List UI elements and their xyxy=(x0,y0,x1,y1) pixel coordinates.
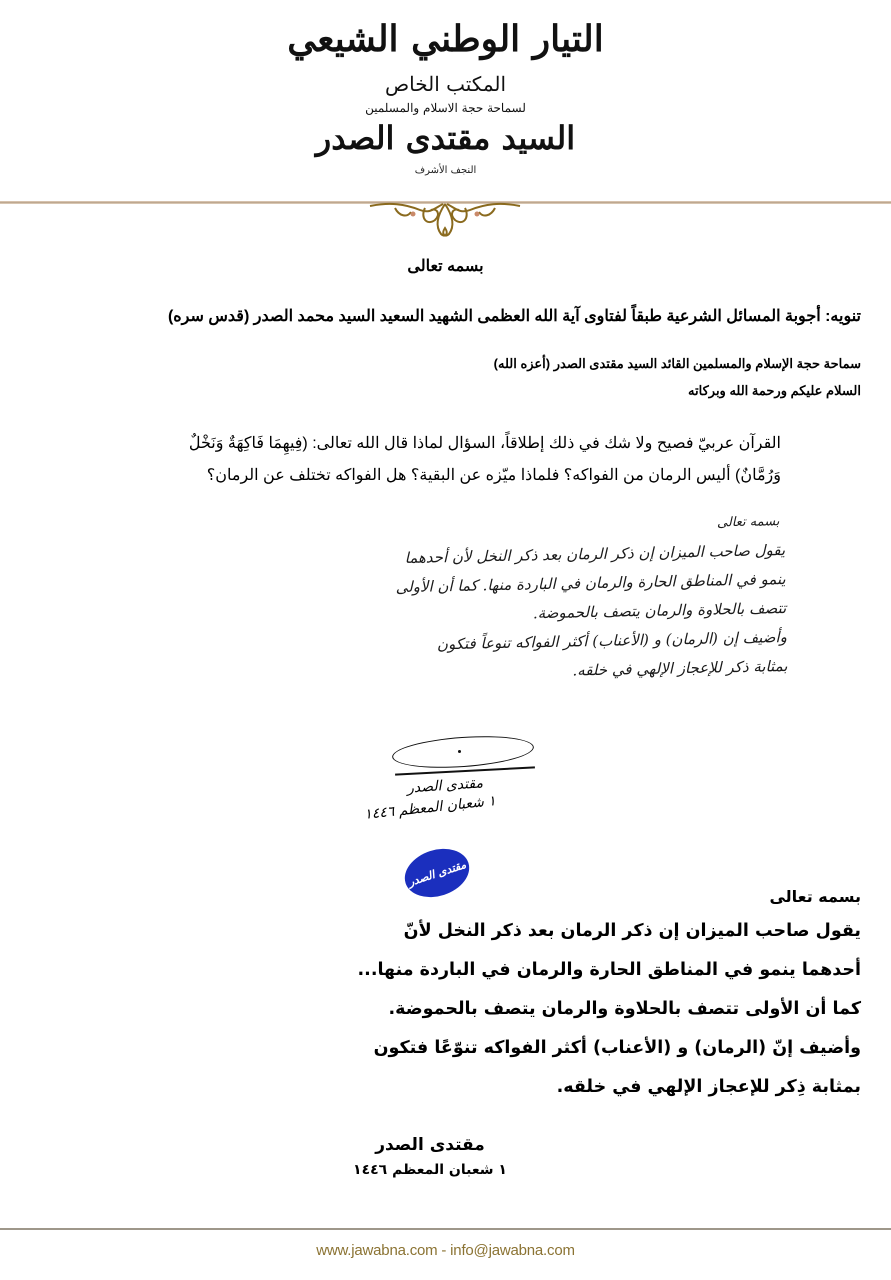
question-line: القرآن عربيّ فصيح ولا شك في ذلك إطلاقاً، السؤال لماذا قال الله تعالى: (فِيهِمَا فَاكِهَةٌ وَنَخْلٌ xyxy=(188,435,781,452)
answer-line: بمثابة ذِكر للإعجاز الإلهي في خلقه. xyxy=(556,1077,861,1097)
answer-signature: مقتدى الصدر xyxy=(375,1135,485,1155)
letterhead-leader-name: السيد مقتدى الصدر xyxy=(315,119,576,157)
letterhead-city: النجف الأشرف xyxy=(414,165,477,176)
addressee: سماحة حجة الإسلام والمسلمين القائد السيد مقتدى الصدر (أعزه الله) xyxy=(493,356,861,371)
answer-date: ١ شعبان المعظم ١٤٤٦ xyxy=(353,1162,507,1178)
answer-line: وأضيف إنّ (الرمان) و (الأعناب) أكثر الفواكه تنوّعًا فتكون xyxy=(373,1038,861,1058)
ornament-flourish-icon xyxy=(365,198,525,240)
answer-line: يقول صاحب الميزان إن ذكر الرمان بعد ذكر النخل لأنّ xyxy=(403,921,861,941)
handwritten-line: بسمه تعالى xyxy=(716,514,780,531)
typed-answer xyxy=(290,912,861,1107)
handwritten-answer xyxy=(308,507,788,691)
question-text xyxy=(60,428,781,492)
answer-bismillah: بسمه تعالى xyxy=(769,887,861,906)
handwritten-line: ينمو في المناطق الحارة والرمان في الباردة منها. كما أن الأولى xyxy=(395,570,786,597)
footer-divider xyxy=(0,1228,891,1230)
answer-line: أحدهما ينمو في المناطق الحارة والرمان في الباردة منها... xyxy=(357,960,861,980)
letterhead-movement-name: التيار الوطني الشيعي xyxy=(287,18,604,60)
handwritten-line: وأضيف إن (الرمان) و (الأعناب) أكثر الفواكه تنوعاً فتكون xyxy=(436,628,788,654)
question-bismillah: بسمه تعالى xyxy=(407,258,484,275)
handwritten-signature-name: مقتدى الصدر xyxy=(406,775,484,797)
greeting: السلام عليكم ورحمة الله وبركاته xyxy=(688,383,861,398)
handwritten-signature-date: ١ شعبان المعظم ١٤٤٦ xyxy=(363,793,497,823)
answer-line: كما أن الأولى تتصف بالحلاوة والرمان يتصف بالحموضة. xyxy=(388,999,861,1019)
signature-dot xyxy=(458,750,461,753)
handwritten-line: يقول صاحب الميزان إن ذكر الرمان بعد ذكر النخل لأن أحدهما xyxy=(404,541,786,567)
handwritten-line: تتصف بالحلاوة والرمان يتصف بالحموضة. xyxy=(532,599,787,623)
footer-contact-link[interactable]: www.jawabna.com - info@jawabna.com xyxy=(316,1242,575,1259)
seal-text: مقتدى الصدر xyxy=(406,857,468,889)
letterhead-for-eminence: لسماحة حجة الاسلام والمسلمين xyxy=(365,101,526,115)
signature-flourish-icon xyxy=(391,732,535,772)
handwritten-line: بمثابة ذكر للإعجاز الإلهي في خلقه. xyxy=(572,657,788,680)
fatwa-notice: تنويه: أجوبة المسائل الشرعية طبقاً لفتاوى آية الله العظمى الشهيد السعيد السيد محمد الصدر (قدس سره) xyxy=(167,308,861,325)
letterhead-office: المكتب الخاص xyxy=(384,72,507,96)
question-line: وَرُمَّانٌ) أليس الرمان من الفواكه؟ فلماذا ميّزه عن البقية؟ هل الفواكه تختلف عن الرمان؟ xyxy=(206,467,781,484)
